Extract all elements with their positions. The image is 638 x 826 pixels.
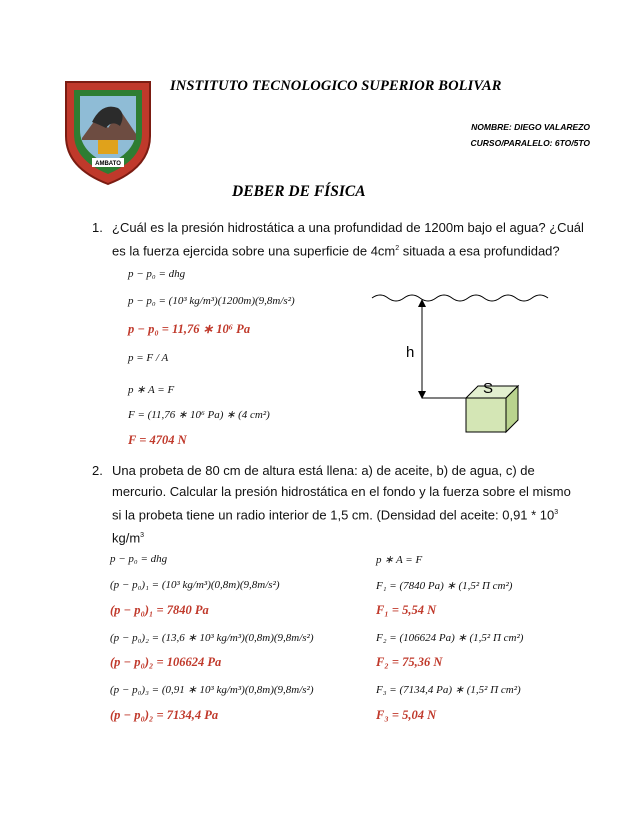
question-1-line-2: es la fuerza ejercida sobre una superficie de $4cm^2$ situada a esa profundidad? [112, 243, 560, 259]
question-2-line-1: Una probeta de 80 cm de altura está llena: a) de aceite, b) de agua, c) de [112, 463, 535, 478]
q1-step-6: F = (11,76 ∗ 10⁶ Pa) ∗ (4 cm²) [128, 409, 270, 421]
q1-result-pressure: p − p₀ = 11,76 ∗ 10⁶ Pa [128, 322, 251, 336]
q2-result-force-3: F₃ = 5,04 N [376, 708, 437, 722]
q1-step-4: p = F / A [128, 352, 169, 364]
institution-title: INSTITUTO TECNOLOGICO SUPERIOR BOLIVAR [170, 78, 502, 94]
q2-left-step-4: (p − p₀)₂ = (13,6 ∗ 10³ kg/m³)(0,8m)(9,8m/s²) [110, 632, 314, 644]
question-2-number: 2. [92, 463, 103, 478]
q2-left-step-6: (p − p₀)₃ = (0,91 ∗ 10³ kg/m³)(0,8m)(9,8m/s²) [110, 684, 314, 696]
q1-step-2: p − p₀ = (10³ kg/m³)(1200m)(9,8m/s²) [128, 295, 295, 307]
q2-left-step-2: (p − p₀)₁ = (10³ kg/m³)(0,8m)(9,8m/s²) [110, 579, 280, 591]
question-2 [92, 460, 602, 549]
question-1 [92, 217, 592, 261]
course-section: CURSO/PARALELO: 6TO/5TO [470, 138, 590, 148]
water-surface-line [372, 295, 548, 301]
surface-label-s: S [483, 380, 494, 397]
q2-result-force-2: F₂ = 75,36 N [376, 655, 443, 669]
q2-result-pressure-3: (p − p₀)₂ = 7134,4 Pa [110, 708, 219, 722]
q1-step-5: p ∗ A = F [128, 384, 175, 396]
question-2-line-2: mercurio. Calcular la presión hidrostática en el fondo y la fuerza sobre el mismo [112, 484, 571, 499]
q1-step-1: p − p₀ = dhg [128, 268, 186, 280]
depth-diagram [370, 286, 550, 436]
question-1-number: 1. [92, 220, 103, 235]
question-2-line-3: si la probeta tiene un radio interior de 1,5 cm. (Densidad del aceite: $0,91 * 10^3$ [112, 507, 559, 523]
q1-result-force: F = 4704 N [128, 433, 187, 447]
q2-result-pressure-2: (p − p₀)₂ = 106624 Pa [110, 655, 222, 669]
student-name: NOMBRE: DIEGO VALAREZO [471, 122, 590, 132]
q2-result-pressure-1: (p − p₀)₁ = 7840 Pa [110, 603, 209, 617]
cube-front [466, 398, 506, 432]
school-crest-logo [62, 78, 154, 186]
question-2-line-4: $kg/m^3$ [112, 530, 145, 546]
q2-right-step-2: F₁ = (7840 Pa) ∗ (1,5² Π cm²) [376, 580, 513, 592]
q2-right-step-4: F₂ = (106624 Pa) ∗ (1,5² Π cm²) [376, 632, 524, 644]
depth-label-h: h [406, 344, 415, 361]
q2-left-step-1: p − p₀ = dhg [110, 553, 168, 565]
svg-text:AMBATO: AMBATO [95, 161, 121, 167]
question-1-line-1: ¿Cuál es la presión hidrostática a una profundidad de 1200m bajo el agua? ¿Cuál [112, 220, 584, 235]
subject-heading: DEBER DE FÍSICA [232, 183, 366, 200]
q2-right-step-1: p ∗ A = F [376, 554, 423, 566]
q2-right-step-6: F₃ = (7134,4 Pa) ∗ (1,5² Π cm²) [376, 684, 521, 696]
q2-result-force-1: F₁ = 5,54 N [376, 603, 437, 617]
